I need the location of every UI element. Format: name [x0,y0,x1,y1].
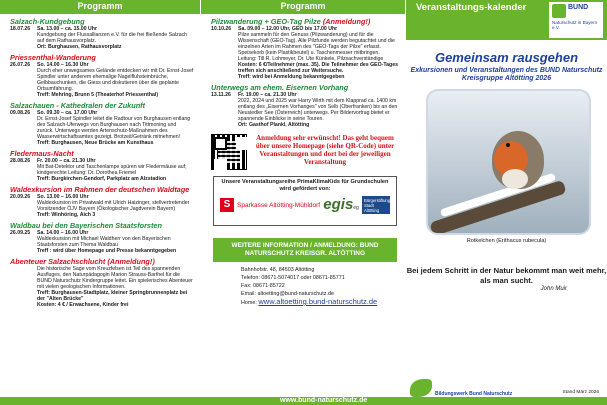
info-banner: WEITERE INFORMATION / ANMELDUNG: BUND NATURSCHUTZ KREISGR. ALTÖTTING [213,238,397,262]
event-desc: 2022, 2024 und 2025 war Harry Wirth mit dem Klapprad ca. 1400 km entlang des „Eisernen Vorhanges" von Selb (Oberfranken) bis an den Neusiedler See (Österreich) unterwegs. Per Bildervortrag bietet er spannende Einblicke in seine Touren. [238,98,398,122]
address: Bahnhofstr. 48, 84503 Altötting [241,267,315,273]
event-date: 26.07.26 [10,62,31,68]
bildungswerk-logo [410,379,512,397]
quote: Bei jedem Schritt in der Natur bekommt man weit mehr, als man sucht. [406,266,607,285]
bund-logo-text: BUND [568,4,589,11]
event-3 [0,101,200,146]
event-time: Sa. 13.00 – ca. 15.00 Uhr [37,26,97,32]
robin-photo [426,89,591,235]
phone: Telefon: 08671-5074017 oder 08671-85771 [241,275,345,281]
event-title: Priessenthal-Wanderung [10,53,96,62]
event-desc: Durch eher unwegsames Gelände entdecken wir mit Dr. Ernst-Josef Spindler unter anderem ehemalige Nagelfluhsteinbrüche, Gelbbauchunken, die Giess und diskutieren über die geplante Ortsumfahrung. [37,68,194,92]
event-place: Treff: Burghausen-Stadtplatz, kleiner Springbrunnenplatz bei der "Alten Brücke" [37,290,188,302]
program-panel-left [0,0,200,405]
stand-date: Stand März 2026 [562,390,599,395]
sponsor-box [213,176,397,226]
email: Email: altoetting@bund-naturschutz.de [241,291,334,297]
contact-block [213,266,405,307]
sparkasse-logo [220,198,320,212]
event-date: 20.09.26 [10,194,31,200]
event-2 [0,53,200,98]
event-desc: Pilze sammeln für den Genuss (Pilzwanderung) und für die Wissenschaft (GEO-Tag). Alle Pilzfunde werden begutachtet und die einzelnen Arten im Rahmen des "GEO-Tags der Pilze" erfasst. Speisekorb (kein Plastikbeutel) u. Taschenmesser mitbringen. Leitung: Till R. Lohmeyer, Dr. Ute Künkele, Pilzsachverständige [238,32,395,62]
event-time: Sa. 14.00 – 16.00 Uhr [37,230,89,236]
quote-author: John Muir [540,286,567,292]
sponsor-title: Unsere Veranstaltungsreihe PrimaKlimaKids für Grundschulen wird gefördert von: [221,179,389,192]
program-header: Programm [201,0,405,14]
bildungswerk-text: Bildungswerk Bund Naturschutz [435,391,513,397]
event-4 [0,149,200,182]
bildungswerk-mark-icon [410,379,432,397]
event-time: Sa. 09.00 – 12.00 Uhr, GEO bis 17.00 Uhr [238,26,338,32]
event-title: Salzachauen - Kathedralen der Zukunft [10,101,146,110]
event-desc: Die historische Sage vom Kreuzfelsen ist Teil des spannenden Ausfluges, den Naturpädagogin Marion Strauss-Barthel für die BUND Naturschutz Kindergruppe leitet. Ein spielerisches Abenteuer mit vielen geologischen Informationen. [37,266,193,290]
program-header: Programm [0,0,200,14]
event-place: Treff: Burghausen, Neue Brücke am Kunsthaus [37,140,154,146]
event-title: Waldexkursion im Rahmen der deutschen Waldtage [10,185,190,194]
sparkasse-name: Sparkasse Altötting-Mühldorf [237,201,321,209]
bottom-website[interactable]: www.bund-naturschutz.de [280,397,368,404]
registration-notice [211,134,399,170]
website-link[interactable]: www.altoetting.bund-naturschutz.de [258,297,378,306]
event-date: 18.07.26 [10,26,31,32]
qr-code-icon[interactable] [211,134,247,170]
event-date: 26.09.25 [10,230,31,236]
buergerstiftung-logo: Bürgerstiftung Stadt Altötting [364,198,391,213]
event-cost: Kosten: 6 €/Teilnehmer (max. 35). Die Teilnehmer des GEO-Tages treffen sich anschließend zur Weitersuche. [238,62,398,74]
egis-eg: eg [353,205,359,211]
event-time: So. 14.00 – 16.30 Uhr [37,62,89,68]
event-date: 28.08.26 [10,158,31,164]
event-title: Abenteuer Salzachschlucht [10,257,106,266]
event-cost: Kosten: 4 € / Erwachsene, Kinder frei [37,302,129,308]
event-place: Treff: Winhöring, Aich 3 [37,212,96,218]
event-title: Waldbau bei den Bayerischen Staatsforsten [10,221,162,230]
event-7 [0,257,200,308]
event-date: 10.10.26 [211,26,232,32]
home-label: Home: [241,300,257,306]
registration-mark: (Anmeldung!) [107,257,155,266]
bund-logo [549,2,603,38]
event-place: Treff: Burgkirchen-Gendorf, Parkplatz am Alzstadion [37,176,167,182]
event-5 [0,185,200,218]
cover-header [406,0,607,40]
event-place: Treff : wird über Homepage und Presse bekanntgegeben [37,248,177,254]
bund-logo-sub: Naturschutz in Bayern e.V. [552,20,598,30]
subtitle: Exkursionen und Veranstaltungen des BUND Naturschutz Kreisgruppe Altötting 2026 [410,67,603,82]
event-desc: Waldexkursion mit Michael Waldherr von den Bayerischen Staatsforsten zum Thema Waldbau [37,236,171,248]
event-8 [201,17,405,80]
event-desc: Dr. Ernst-Josef Spindler leitet die Radtour von Burghausen entlang des Salzach-Uferwegs von Burghausen nach Tittmoning und zurück. Unterwegs werden Artenschutz-Maßnahmen des Wasserwirtschaftsamtes gezeigt. Brotzeit/Getränk mitnehmen! [37,116,191,140]
main-title: Gemeinsam rausgehen [434,50,579,65]
event-title: Unterwegs am ehem. Eisernen Vorhang [211,83,349,92]
calendar-title: Veranstaltungs-kalender [416,2,527,13]
event-time: So. 09.30 – ca. 17.00 Uhr [37,110,98,116]
event-6 [0,221,200,254]
event-time: Fr. 19.00 – ca. 21.30 Uhr [238,92,297,98]
photo-caption: Rotkelchen (Erithacus rubecula) [466,238,547,244]
cover-panel [406,0,607,405]
event-title: Fledermaus-Nacht [10,149,74,158]
fax: Fax: 08671-85722 [241,283,285,289]
sparkasse-icon: S [220,198,234,212]
egis-name: egis [323,196,354,213]
registration-mark: (Anmeldung!) [322,17,371,26]
event-time: So. 13.00 – 16.00 Uhr [37,194,89,200]
event-9 [201,83,405,128]
event-title: Salzach-Kundgebung [10,17,85,26]
egis-logo [323,196,359,214]
event-time: Fr. 20.00 – ca. 21.30 Uhr [37,158,96,164]
event-title: Pilzwanderung + GEO-Tag Pilze [211,17,321,26]
program-panel-middle [201,0,405,405]
event-date: 09.08.26 [10,110,31,116]
bottom-strip [0,397,607,405]
event-desc: Kundgebung der Flussallianzen e.V. für die frei fließende Salzach auf dem Rathausvorplatz. [37,32,188,44]
event-1 [0,17,200,50]
event-desc: Waldexkursion im Privatwald mit Ulrich Haizinger, stellvertretender Vorsitzender ÖJV Bayern (Ökologischer Jagdverein Bayern) [37,200,190,212]
event-place: Ort: Gasthof Plankl, Altötting [238,122,310,128]
bund-mark-icon [552,4,566,18]
event-place: Ort: Burghausen, Rathausvorplatz [37,44,122,50]
event-place: Treff: Mehring, Brunn 5 (Theaterhof Priessenthal) [37,92,159,98]
event-place: Treff: wird bei Anmeldung bekanntgegeben [238,74,345,80]
notice-text: Anmeldung sehr erwünscht! Das geht bequem über unsere Homepage (siehe QR-Code) unter Veranstaltungen und dort bei der jeweiligen Veranstaltung [255,134,395,166]
event-date: 13.11.26 [211,92,231,98]
event-desc: Mit Bat-Detektor und Taschenlampe spüren wir Fledermäuse auf; kindgerechte Leitung: Dr. Dorothea Friemel [37,164,187,176]
